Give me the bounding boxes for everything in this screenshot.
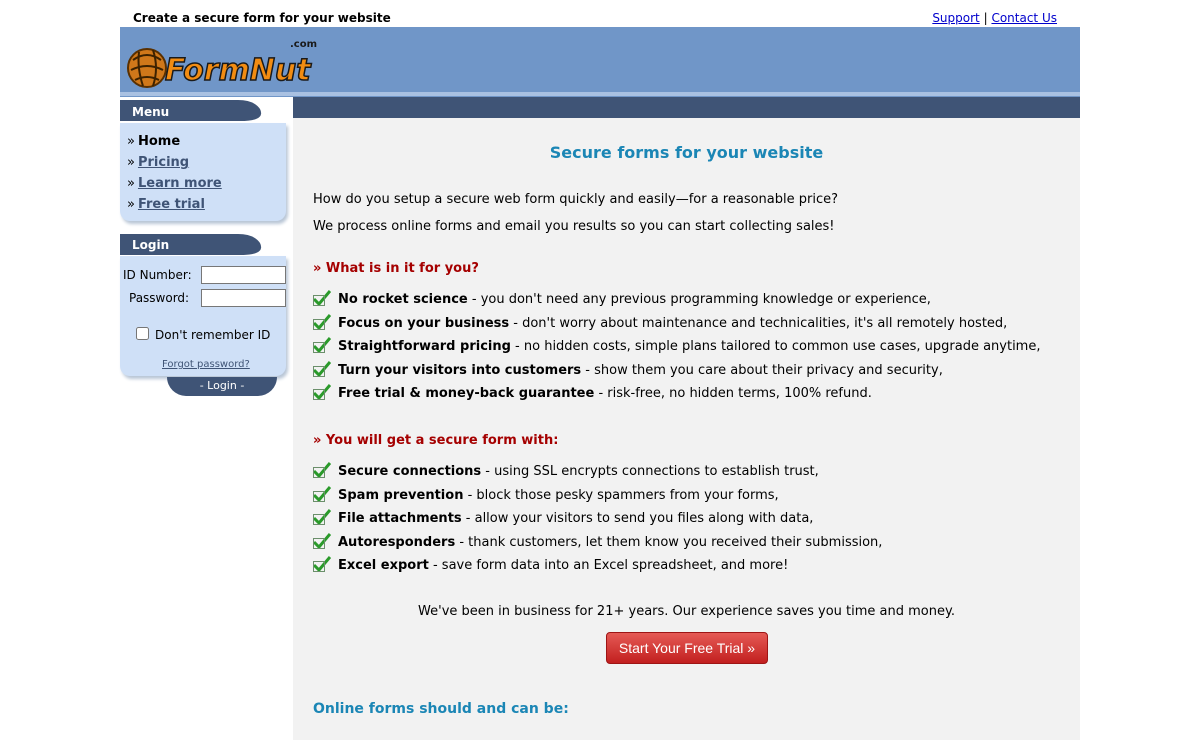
checkmark-icon (313, 384, 331, 400)
checkmark-icon (313, 533, 331, 549)
contact-us-link[interactable]: Contact Us (991, 11, 1057, 25)
benefit-title: Focus on your business (338, 316, 510, 331)
feature-text: - allow your visitors to send you files along with data, (461, 511, 814, 526)
intro-question: How do you setup a secure web form quickly and easily—for a reasonable price? (313, 192, 839, 207)
checkmark-icon (313, 486, 331, 502)
free-trial-link[interactable]: Free trial (137, 197, 205, 212)
benefit-text: - no hidden costs, simple plans tailored to common use cases, upgrade anytime, (510, 339, 1041, 354)
feature-item (313, 462, 819, 479)
benefit-title: Turn your visitors into customers (338, 363, 582, 378)
feature-text: - using SSL encrypts connections to establish trust, (481, 464, 819, 479)
password-input[interactable] (201, 289, 286, 307)
learn-more-link[interactable]: Learn more (137, 176, 222, 191)
feature-text: - thank customers, let them know you received their submission, (455, 535, 883, 550)
benefit-text: - show them you care about their privacy and security, (581, 363, 943, 378)
dont-remember-checkbox[interactable] (136, 327, 149, 340)
checkmark-icon (313, 556, 331, 572)
section-heading: Online forms should and can be: (313, 701, 569, 717)
menu-title: Menu (132, 105, 170, 119)
feature-item (313, 556, 788, 573)
login-title: Login (132, 238, 170, 252)
intro-statement: We process online forms and email you results so you can start collecting sales! (313, 219, 835, 234)
site-header (120, 27, 1080, 97)
feature-text: - save form data into an Excel spreadsheet, and more! (428, 558, 789, 573)
benefit-text: - you don't need any previous programming knowledge or experience, (467, 292, 931, 307)
menu-item-free-trial[interactable] (127, 197, 205, 212)
start-free-trial-button[interactable]: Start Your Free Trial » (606, 632, 768, 664)
logo-wordmark: FormNut (165, 53, 311, 88)
checkmark-icon (313, 314, 331, 330)
header-stripe (120, 92, 1080, 96)
benefit-item (313, 290, 931, 307)
link-separator: | (983, 11, 988, 25)
dont-remember-label: Don't remember ID (155, 328, 271, 342)
forgot-password-link[interactable]: Forgot password? (162, 359, 250, 370)
benefit-item (313, 337, 1040, 354)
feature-title: File attachments (338, 511, 462, 526)
checkmark-icon (313, 462, 331, 478)
feature-title: Secure connections (338, 464, 482, 479)
menu-bullet: » (127, 176, 135, 191)
feature-item (313, 486, 779, 503)
menu-item-learn-more[interactable] (127, 176, 222, 191)
feature-item (313, 533, 882, 550)
benefit-text: - risk-free, no hidden terms, 100% refund. (594, 386, 872, 401)
checkmark-icon (313, 290, 331, 306)
menu-bullet: » (127, 134, 135, 149)
page-title: Secure forms for your website (549, 143, 824, 162)
benefit-title: No rocket science (338, 292, 468, 307)
feature-title: Autoresponders (338, 535, 456, 550)
password-label: Password: (129, 291, 190, 305)
feature-title: Spam prevention (338, 488, 464, 503)
benefit-item (313, 314, 1007, 331)
benefit-item (313, 384, 872, 401)
menu-box (120, 123, 286, 221)
checkmark-icon (313, 337, 331, 353)
experience-statement: We've been in business for 21+ years. Our experience saves you time and money. (418, 604, 955, 619)
benefits-heading: » What is in it for you? (313, 261, 479, 276)
benefit-text: - don't worry about maintenance and technicalities, it's all remotely hosted, (509, 316, 1008, 331)
formnut-logo[interactable] (125, 38, 325, 90)
login-button[interactable]: - Login - (167, 377, 277, 396)
top-bar (120, 0, 1080, 27)
top-links (932, 11, 1057, 25)
menu-item-label: Home (137, 134, 181, 149)
menu-item-home[interactable] (127, 134, 180, 149)
page (120, 0, 1080, 740)
menu-bullet: » (127, 197, 135, 212)
sidebar (120, 97, 293, 740)
checkmark-icon (313, 509, 331, 525)
support-link[interactable]: Support (932, 11, 980, 25)
checkmark-icon (313, 361, 331, 377)
feature-item (313, 509, 813, 526)
menu-item-pricing[interactable] (127, 155, 189, 170)
features-heading: » You will get a secure form with: (313, 433, 559, 448)
login-form (120, 256, 286, 376)
site-tagline: Create a secure form for your website (133, 11, 391, 25)
pricing-link[interactable]: Pricing (137, 155, 190, 170)
feature-text: - block those pesky spammers from your forms, (463, 488, 779, 503)
logo-suffix: .com (290, 39, 318, 50)
id-number-input[interactable] (201, 266, 286, 284)
id-number-label: ID Number: (123, 268, 192, 282)
benefit-title: Free trial & money-back guarantee (338, 386, 595, 401)
feature-title: Excel export (338, 558, 429, 573)
benefit-item (313, 361, 943, 378)
main-content (293, 118, 1080, 740)
menu-bullet: » (127, 155, 135, 170)
benefit-title: Straightforward pricing (338, 339, 511, 354)
